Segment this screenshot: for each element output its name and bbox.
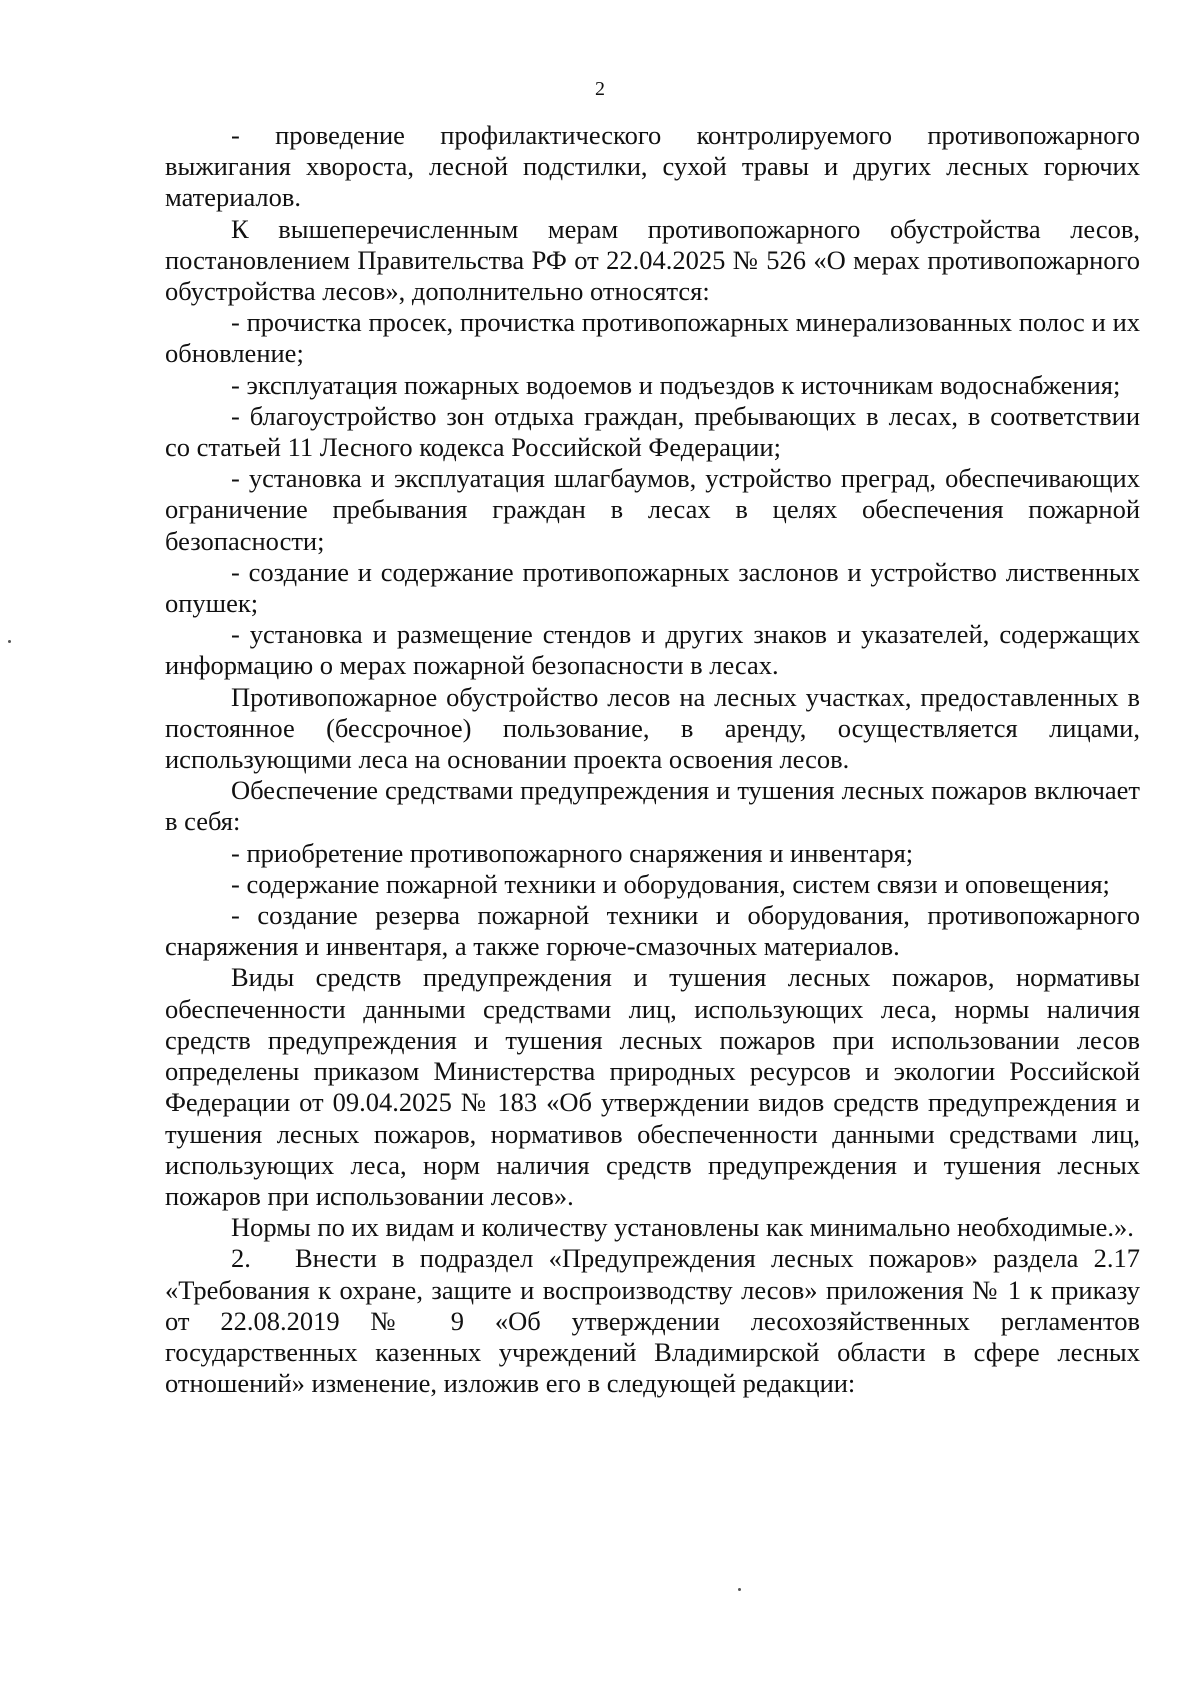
list-item-reserve-creation: - создание резерва пожарной техники и оборудования, противопожарного снаряжения и инвентаря, а также горюче-смазочных материалов. bbox=[165, 900, 1140, 962]
list-item-barriers: - установка и эксплуатация шлагбаумов, устройство преград, обеспечивающих ограничение пребывания граждан в лесах в целях обеспечения пожарной безопасности; bbox=[165, 463, 1140, 556]
page-number: 2 bbox=[595, 78, 605, 100]
paragraph-additional-measures-intro: К вышеперечисленным мерам противопожарного обустройства лесов, постановлением Правительства РФ от 22.04.2025 № 526 «О мерах противопожарного обустройства лесов», дополнительно относятся: bbox=[165, 213, 1140, 307]
list-item-fire-screens: - создание и содержание противопожарных заслонов и устройство лиственных опушек; bbox=[165, 556, 1140, 619]
paragraph-controlled-burning: - проведение профилактического контролируемого противопожарного выжигания хвороста, лесной подстилки, сухой травы и других лесных горючих материалов. bbox=[165, 120, 1140, 213]
list-item-information-stands: - установка и размещение стендов и других знаков и указателей, содержащих информацию о мерах пожарной безопасности в лесах. bbox=[165, 619, 1140, 681]
scan-speck-bottom bbox=[738, 1588, 741, 1591]
list-item-fire-reservoirs: - эксплуатация пожарных водоемов и подъездов к источникам водоснабжения; bbox=[231, 369, 1121, 400]
numbered-item-2 bbox=[165, 1243, 1140, 1399]
list-item-machinery-maintenance: - содержание пожарной техники и оборудования, систем связи и оповещения; bbox=[231, 868, 1110, 899]
document-body bbox=[165, 120, 1140, 1399]
list-item-clearing-glades: - прочистка просек, прочистка противопожарных минерализованных полос и их обновление; bbox=[165, 307, 1140, 369]
paragraph-means-provision-intro: Обеспечение средствами предупреждения и тушения лесных пожаров включает в себя: bbox=[165, 775, 1140, 837]
numbered-item-label: 2. bbox=[231, 1243, 251, 1274]
scan-speck-left bbox=[8, 640, 11, 643]
numbered-item-text: Внести в подраздел «Предупреждения лесных пожаров» раздела 2.17 «Требования к охране, защите и воспроизводству лесов» приложения № 1 к приказу от 22.08.2019 № 9 «Об утверждении лесохозяйственных регламентов государственных казенных учреждений Владимирской области в сфере лесных отношений» изменение, изложив его в следующей редакции: bbox=[165, 1243, 1140, 1399]
list-item-equipment-purchase: - приобретение противопожарного снаряжения и инвентаря; bbox=[231, 837, 914, 868]
paragraph-leased-plots: Противопожарное обустройство лесов на лесных участках, предоставленных в постоянное (бессрочное) пользование, в аренду, осуществляется лицами, использующими леса на основании проекта освоения лесов. bbox=[165, 681, 1140, 775]
list-item-recreation-zones: - благоустройство зон отдыха граждан, пребывающих в лесах, в соответствии со статьей 11 Лесного кодекса Российской Федерации; bbox=[165, 400, 1140, 463]
paragraph-ministry-order: Виды средств предупреждения и тушения лесных пожаров, нормативы обеспеченности данными средствами лиц, использующих леса, нормы наличия средств предупреждения и тушения лесных пожаров при использовании лесов определены приказом Министерства природных ресурсов и экологии Российской Федерации от 09.04.2025 № 183 «Об утверждении видов средств предупреждения и тушения лесных пожаров, нормативов обеспеченности данными средствами лиц, использующих леса, норм наличия средств предупреждения и тушения лесных пожаров при использовании лесов». bbox=[165, 962, 1140, 1211]
paragraph-minimum-norms: Нормы по их видам и количеству установлены как минимально необходимые.». bbox=[231, 1212, 1134, 1243]
